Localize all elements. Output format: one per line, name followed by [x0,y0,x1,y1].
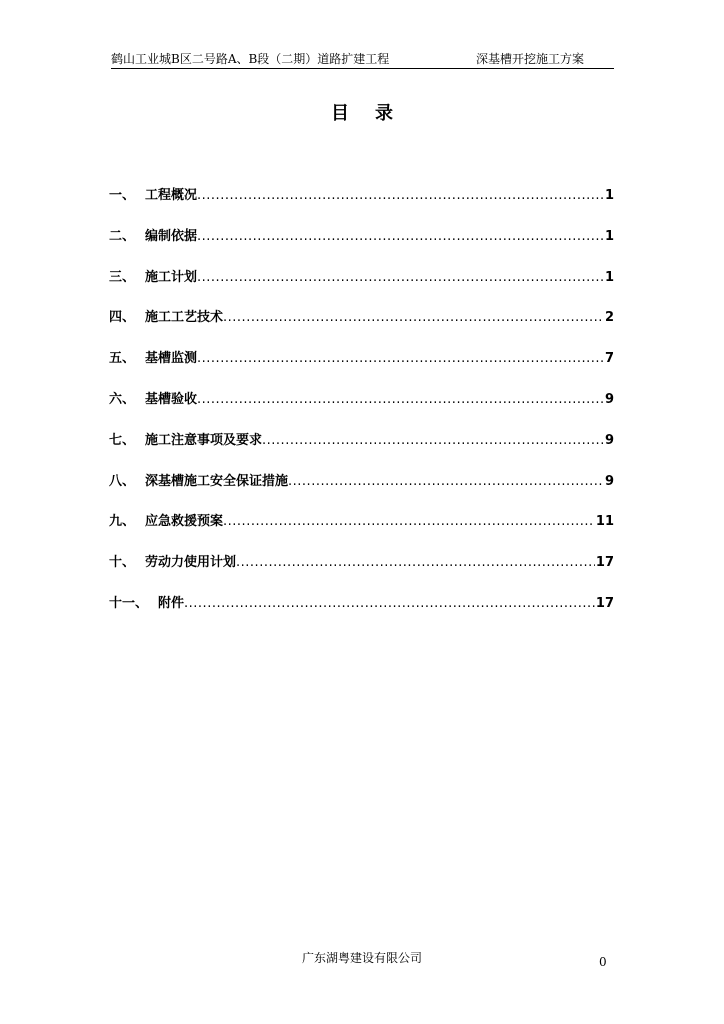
toc-entry-number: 十一、 [109,595,149,611]
toc-entry-page: 1 [604,269,614,285]
toc-entry-number: 八、 [109,473,136,489]
toc-entry[interactable] [109,511,614,552]
toc-dot-leader [197,267,604,289]
toc-entry[interactable] [109,552,614,593]
toc-entry-label: 劳动力使用计划 [145,555,237,571]
footer-page-number: 0 [599,955,607,969]
toc-dot-leader [288,471,604,493]
toc-entry-label: 附件 [158,595,185,611]
toc-entry-number: 六、 [109,391,136,407]
toc-entry[interactable] [109,430,614,471]
toc-entry-page: 9 [604,432,614,448]
toc-dot-leader [223,307,604,329]
toc-entry-page: 11 [595,514,614,530]
toc-entry-number: 七、 [109,432,136,448]
header-document-name: 深基槽开挖施工方案 [475,52,584,66]
toc-entry-page: 1 [604,228,614,244]
toc-entry-page: 7 [604,351,614,367]
toc-entry-label: 施工注意事项及要求 [145,432,263,448]
toc-entry-label: 工程概况 [145,188,198,203]
toc-entry-number: 四、 [109,310,136,326]
toc-entry-page: 2 [604,310,614,326]
toc-entry-page: 9 [604,391,614,407]
header-project-name: 鹤山工业城B区二号路A、B段（二期）道路扩建工程 [111,52,390,66]
toc-entry[interactable] [109,307,614,348]
toc-entry[interactable] [109,348,614,389]
toc-entry[interactable] [109,226,614,267]
toc-dot-leader [184,593,595,615]
toc-entry-label: 基槽验收 [145,391,198,407]
toc-entry-label: 基槽监测 [145,351,198,367]
toc-entry[interactable] [109,593,614,634]
toc-dot-leader [197,389,604,411]
toc-dot-leader [223,511,595,533]
toc-title: 目录 [331,103,419,124]
toc-entry-number: 九、 [109,514,136,530]
toc-entry-label: 施工工艺技术 [145,310,224,326]
toc-dot-leader [236,552,595,574]
toc-dot-leader [197,185,604,207]
toc-entry-page: 17 [595,555,614,571]
toc-entry-number: 五、 [109,351,136,367]
toc-entry-label: 编制依据 [145,228,198,244]
toc-dot-leader [197,348,604,370]
toc-entry-number: 二、 [109,228,136,244]
toc-entry-label: 施工计划 [145,269,198,285]
toc-entry[interactable] [109,267,614,308]
toc-entry[interactable] [109,471,614,512]
footer-company-name: 广东湖粤建设有限公司 [301,951,422,965]
toc-entry[interactable] [109,185,614,226]
toc-list [109,185,614,634]
toc-entry[interactable] [109,389,614,430]
toc-entry-number: 一、 [109,188,136,203]
page-header [111,50,614,69]
toc-entry-page: 1 [604,188,614,203]
toc-entry-label: 应急救援预案 [145,514,224,530]
toc-entry-number: 三、 [109,269,136,285]
toc-entry-page: 17 [595,595,614,611]
toc-dot-leader [262,430,604,452]
toc-entry-page: 9 [604,473,614,489]
toc-entry-number: 十、 [109,555,136,571]
toc-dot-leader [197,226,604,248]
toc-entry-label: 深基槽施工安全保证措施 [145,473,289,489]
